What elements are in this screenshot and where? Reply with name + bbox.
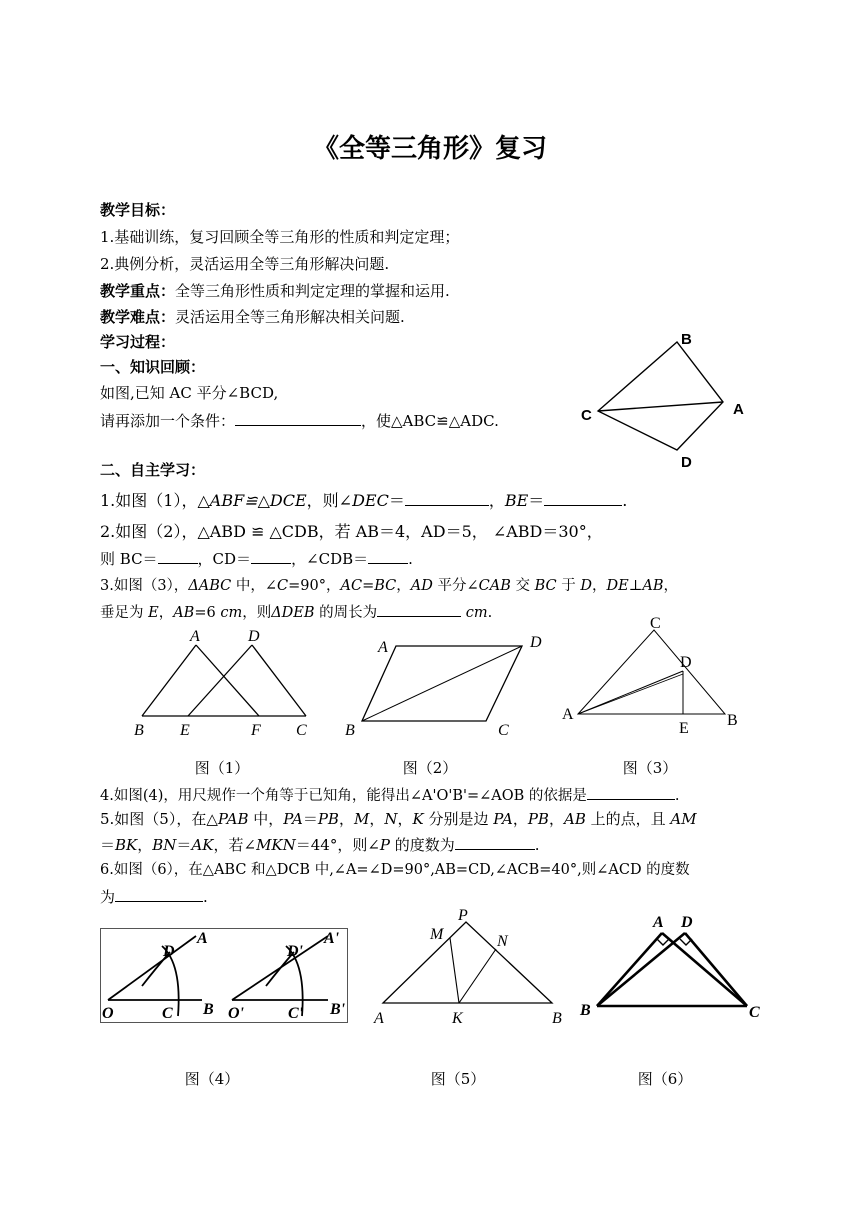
figure-5: [368, 902, 578, 1030]
difficulty: 教学难点：灵活运用全等三角形解决相关问题.: [100, 308, 405, 326]
label-a: A: [378, 639, 388, 656]
answer-blank[interactable]: [158, 548, 198, 564]
label-a: A: [733, 401, 744, 418]
label-n: N: [497, 933, 508, 950]
label-e: E: [679, 720, 689, 737]
label-c: C: [581, 407, 592, 424]
question-5-line-1: 5.如图（5），在△PAB 中，PA＝PB，M，N，K 分别是边 PA，PB，AB 上的点，且 AM: [100, 810, 697, 828]
question-1: 1.如图（1），△ABF≌△DCE，则∠DEC＝ ，BE＝ .: [100, 491, 628, 510]
label-e: E: [180, 722, 190, 739]
goals-heading: 教学目标：: [100, 201, 176, 219]
section-1-heading: 一、知识回顾：: [100, 358, 206, 376]
answer-blank[interactable]: [368, 548, 408, 564]
label-a: A: [653, 914, 664, 931]
question-3-line-1: 3.如图（3），ΔABC 中，∠C=90°，AC=BC，AD 平分∠CAB 交 BC 于 D，DE⊥AB，: [100, 578, 678, 594]
figure-4: [100, 928, 350, 1026]
figure-1: [130, 625, 320, 745]
label-d: D: [680, 654, 692, 671]
answer-blank[interactable]: [587, 784, 675, 800]
answer-blank[interactable]: [251, 548, 291, 564]
answer-blank[interactable]: [115, 886, 203, 902]
section-1-line-2: 请再添加一个条件： ，使△ABC≌△ADC.: [100, 412, 499, 430]
answer-blank[interactable]: [405, 490, 489, 506]
label-d: D: [681, 454, 692, 471]
caption-5: 图（5）: [430, 1070, 486, 1088]
answer-blank[interactable]: [544, 490, 622, 506]
label-a: A: [374, 1010, 384, 1027]
label-b-prime: B': [330, 1001, 346, 1018]
figure-3: [560, 612, 750, 742]
label-c-prime: C': [288, 1005, 304, 1022]
label-m: M: [430, 926, 444, 943]
label-d: D: [530, 634, 542, 651]
label-a: A: [190, 628, 200, 645]
label-c: C: [296, 722, 307, 739]
label-b: B: [552, 1010, 562, 1027]
label-c: C: [650, 615, 661, 632]
label-b: B: [345, 722, 355, 739]
label-a: A: [197, 930, 208, 947]
label-b: B: [681, 331, 692, 348]
figure-2: [340, 625, 560, 745]
label-d: D: [681, 914, 693, 931]
label-o: O: [102, 1005, 114, 1022]
question-4: 4.如图(4)，用尺规作一个角等于已知角，能得出∠A'O'B'=∠AOB 的依据是 .: [100, 784, 680, 806]
caption-2: 图（2）: [402, 759, 458, 777]
caption-1: 图（1）: [194, 759, 250, 777]
section-2-heading: 二、自主学习：: [100, 461, 206, 479]
question-5-line-2: ＝BK，BN＝AK，若∠MKN＝44°，则∠P 的度数为 .: [100, 836, 540, 854]
label-a: A: [562, 706, 574, 723]
label-b: B: [580, 1002, 591, 1019]
label-a-prime: A': [324, 930, 340, 947]
answer-blank[interactable]: [235, 410, 361, 426]
label-p: P: [458, 907, 468, 924]
caption-3: 图（3）: [622, 759, 678, 777]
figure-6: [575, 905, 775, 1030]
label-d-prime: D': [287, 943, 303, 960]
key-point: 教学重点：全等三角形性质和判定定理的掌握和运用.: [100, 282, 450, 300]
question-2-line-2: 则 BC＝ ，CD＝ ，∠CDB＝ .: [100, 550, 413, 568]
goal-2: 2.典例分析，灵活运用全等三角形解决问题.: [100, 255, 390, 273]
question-3-line-2: 垂足为 E，AB=6 cm，则ΔDEB 的周长为 cm.: [100, 601, 492, 623]
label-c: C: [498, 722, 509, 739]
answer-blank[interactable]: [455, 834, 535, 850]
label-o-prime: O': [228, 1005, 244, 1022]
label-b: B: [203, 1001, 214, 1018]
label-b: B: [134, 722, 144, 739]
answer-blank[interactable]: [377, 601, 461, 617]
caption-4: 图（4）: [184, 1070, 240, 1088]
label-c: C: [162, 1005, 173, 1022]
goal-1: 1.基础训练，复习回顾全等三角形的性质和判定定理；: [100, 228, 460, 246]
question-6-line-2: 为 .: [100, 888, 208, 906]
process-heading: 学习过程：: [100, 333, 176, 351]
caption-6: 图（6）: [637, 1070, 693, 1088]
label-d: D: [248, 628, 260, 645]
page-title: 《全等三角形》复习: [312, 134, 547, 164]
label-k: K: [452, 1010, 463, 1027]
label-d: D: [163, 943, 175, 960]
question-2-line-1: 2.如图（2），△ABD ≌ △CDB，若 AB＝4，AD＝5， ∠ABD＝30°，: [100, 522, 603, 541]
section-1-line-1: 如图,已知 AC 平分∠BCD,: [100, 384, 279, 402]
label-b: B: [727, 712, 738, 729]
label-f: F: [251, 722, 261, 739]
label-c: C: [749, 1004, 760, 1021]
question-6-line-1: 6.如图（6），在△ABC 和△DCB 中,∠A=∠D=90°,AB=CD,∠ACB=40°,则∠ACD 的度数: [100, 862, 690, 878]
figure-kite: [575, 330, 755, 475]
